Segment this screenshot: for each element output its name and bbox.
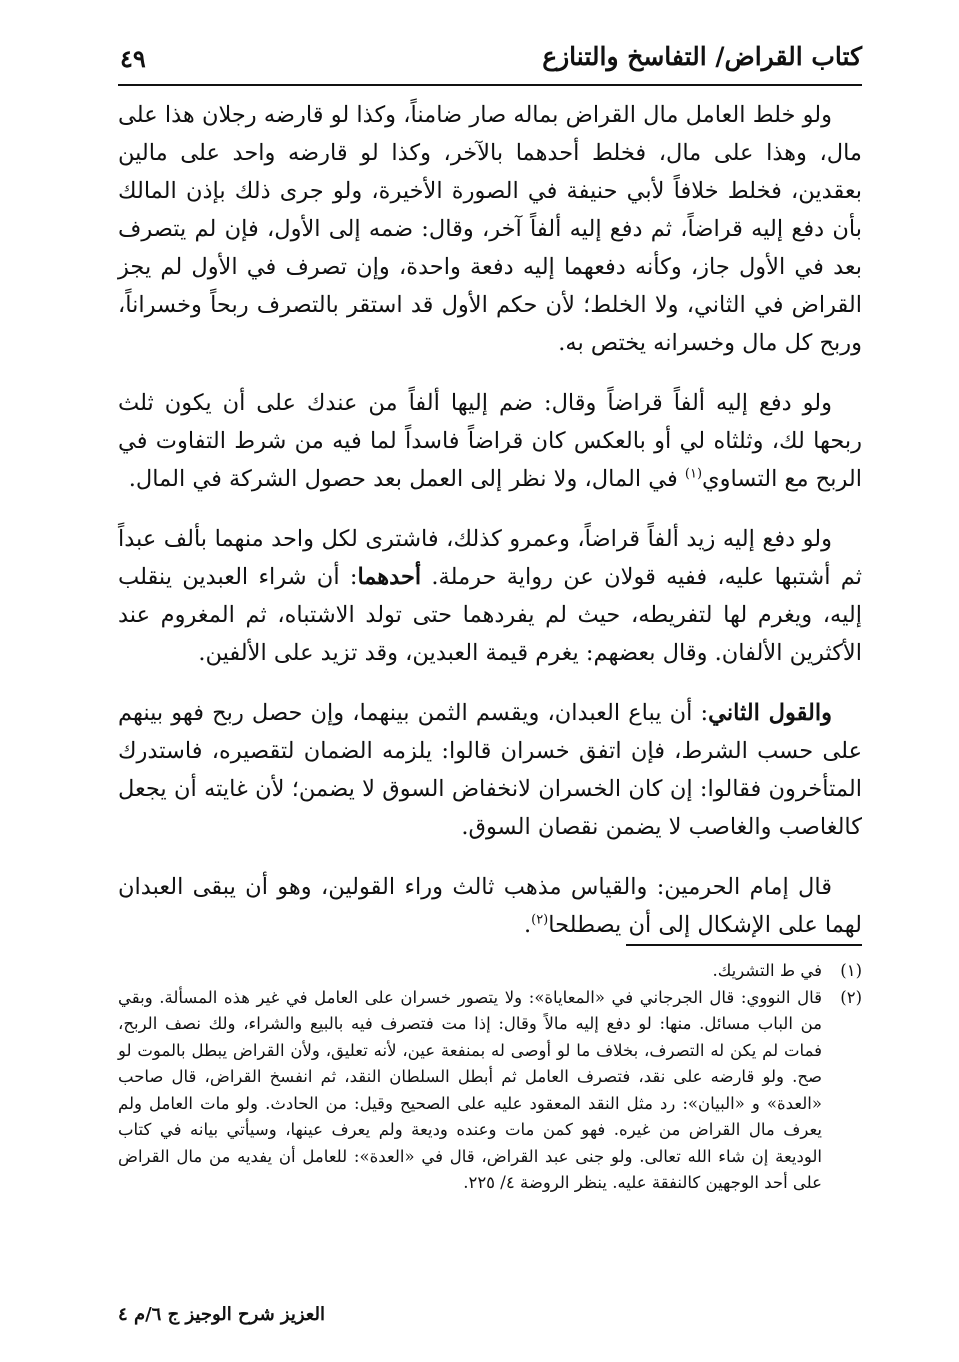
paragraph-4-rest: : أن يباع العبدان، ويقسم الثمن بينهما، وإن حصل ربح فهو بينهم على حسب الشرط، فإن اتفق خسران قالوا: يلزمه الضمان لتقصيره، فاستدرك المتأخرون فقالوا: إن كان الخسران لانخفاض السوق لا يضمن؛ لأن غايته أن يجعل كالغاصب والغاصب لا يضمن نقصان السوق. bbox=[118, 700, 862, 840]
footnote-text: في ط التشريك. bbox=[712, 961, 822, 980]
paragraph-5-text: قال إمام الحرمين: والقياس مذهب ثالث وراء القولين، وهو أن يبقى العبدان لهما على الإشكال إلى أن يصطلحا bbox=[118, 874, 862, 938]
footnote-number: (١) bbox=[840, 961, 862, 980]
footnote-divider bbox=[626, 944, 862, 946]
page-header bbox=[118, 40, 862, 86]
footnotes bbox=[118, 958, 862, 1197]
page-number: ٤٩ bbox=[120, 44, 146, 73]
paragraph-3-bold: أحدهما bbox=[357, 564, 422, 590]
paragraph-2 bbox=[118, 384, 862, 498]
paragraph-5 bbox=[118, 868, 862, 944]
footnote-ref-2: (٢) bbox=[531, 912, 549, 928]
footnote-number: (٢) bbox=[840, 987, 862, 1007]
paragraph-5-end: . bbox=[523, 912, 532, 938]
paragraph-2-text: ولو دفع إليه ألفاً قراضاً وقال: ضم إليها ألفاً من عندك على أن يكون ثلث ربحها لك، وثلثاه لي أو بالعكس كان قراضاً فاسداً لما فيه من شرط التفاوت في الربح مع التساوي bbox=[118, 390, 862, 492]
paragraph-4-bold: والقول الثاني bbox=[708, 700, 832, 726]
footnote-ref-1: (١) bbox=[684, 466, 703, 482]
paragraph-4 bbox=[118, 694, 862, 846]
printer-signature: العزيز شرح الوجيز ج ٦/م ٤ bbox=[118, 1304, 325, 1325]
footnote-text: قال النووي: قال الجرجاني في «المعاياة»: ولا يتصور خسران على العامل في غير هذه المسألة. وبقي من الباب مسائل. منها: لو دفع إليه مالاً وقال: إذا مت فتصرف فيه بالبيع والشراء، ولك نصف الربح، فمات لم يكن له التصرف، بخلاف ما لو أوصى له بمنفعة عين، لأنه تعليق، ولأن القراض يبطل بالموت لو صح. ولو قارضه على نقد، فتصرف العامل ثم أبطل السلطان النقد، ثم انفسخ القراض، قال صاحب «العدة» و «البيان»: رد مثل النقد المعقود عليه على الصحيح وقيل: من الحادث. ولو مات العامل ولم يعرف مال القراض من غيره. فهو كمن مات وعنده وديعة ولم يعرف عينها، وسيأتي بيانه في كتاب الوديعة إن شاء الله تعالى. ولو جنى عبد القراض، قال في «العدة»: للعامل أن يفديه من مال القراض على أحد الوجهين كالنفقة عليه. ينظر الروضة ٤/ ٢٢٥. bbox=[118, 987, 822, 1192]
paragraph-2-tail: في المال، ولا نظر إلى العمل بعد حصول الشركة في المال. bbox=[128, 466, 685, 492]
main-text bbox=[118, 96, 862, 966]
paragraph-3-rest: : أن شراء العبدين ينقلب إليه، ويغرم لها لتفريطه، حيث لم يفردهما حتى تولد الاشتباه، ثم المغروم عند الأكثرين الألفان. وقال بعضهم: يغرم قيمة العبدين، وقد تزيد على الألفين. bbox=[118, 564, 862, 666]
footnote-1 bbox=[118, 958, 862, 985]
footnote-2 bbox=[118, 985, 862, 1197]
paragraph-1: ولو خلط العامل مال القراض بماله صار ضامناً، وكذا لو قارضه رجلان هذا على مال، وهذا على مال، فخلط أحدهما بالآخر، وكذا لو قارضه واحد على مالين بعقدين، فخلط خلافاً لأبي حنيفة في الصورة الأخيرة، ولو جرى ذلك بإذن المالك بأن دفع إليه قراضاً، ثم دفع إليه ألفاً آخر، وقال: ضمه إلى الأول، فإن لم يتصرف بعد في الأول جاز، وكأنه دفعهما إليه دفعة واحدة، وإن تصرف في الأول لم يجز القراض في الثاني، ولا الخلط؛ لأن حكم الأول قد استقر بالتصرف ربحاً وخسراناً، وربح كل مال وخسرانه يختص به. bbox=[118, 102, 862, 356]
running-title: كتاب القراض/ التفاسخ والتنازع bbox=[542, 42, 862, 71]
paragraph-3 bbox=[118, 520, 862, 672]
paragraph-3-start: ولو دفع إليه زيد ألفاً قراضاً، وعمرو كذلك، فاشترى لكل واحد منهما بألف عبداً ثم أشتبها عليه، ففيه قولان عن رواية حرملة. bbox=[118, 526, 862, 590]
